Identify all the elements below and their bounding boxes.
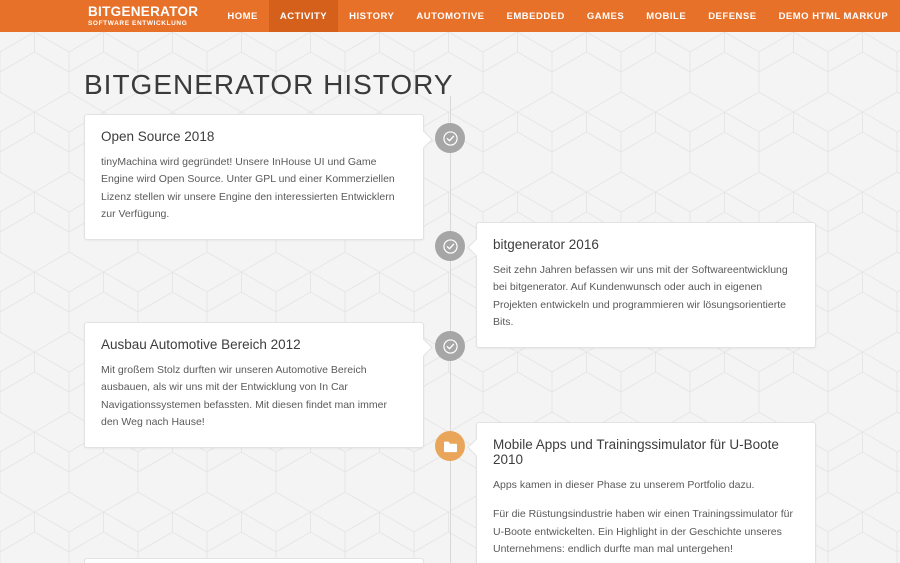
timeline-card-title: Open Source 2018	[101, 129, 215, 144]
brand-logo[interactable]	[88, 0, 216, 32]
timeline-card-title: bitgenerator 2016	[493, 237, 599, 252]
timeline-card-paragraph: Mit großem Stolz durften wir unseren Automotive Bereich ausbauen, als wir uns mit der Entwicklung von In Car Navigationssystemen befassten. Mit diesen findet man immer den Weg nach Hause!	[101, 364, 387, 428]
folder-icon	[435, 431, 465, 461]
timeline-card-title: Mobile Apps und Trainingssimulator für U-Boote 2010	[493, 437, 779, 467]
top-navbar	[0, 0, 900, 32]
nav-item-mobile[interactable]: MOBILE	[646, 10, 687, 22]
page-title: BITGENERATOR HISTORY	[84, 68, 454, 100]
nav-item-home[interactable]: HOME	[227, 10, 258, 22]
nav-items	[216, 0, 899, 32]
nav-item-games[interactable]: GAMES	[586, 10, 625, 22]
brand-subtitle: SOFTWARE ENTWICKLUNG	[88, 19, 188, 27]
timeline-card	[84, 558, 424, 563]
nav-item-automotive[interactable]: AUTOMOTIVE	[416, 10, 485, 22]
check-circle-icon	[435, 123, 465, 153]
nav-item-demo-html-markup[interactable]: DEMO HTML MARKUP	[778, 10, 889, 22]
timeline	[0, 96, 900, 563]
timeline-card	[476, 222, 816, 348]
nav-item-defense[interactable]: DEFENSE	[708, 10, 757, 22]
timeline-card	[476, 422, 816, 563]
check-circle-icon	[435, 331, 465, 361]
nav-item-activity[interactable]: ACTIVITY	[269, 0, 338, 32]
timeline-axis	[450, 96, 451, 563]
timeline-card	[84, 322, 424, 448]
timeline-card	[84, 114, 424, 240]
nav-item-embedded[interactable]: EMBEDDED	[506, 10, 565, 22]
timeline-card-paragraph: tinyMachina wird gegründet! Unsere InHouse UI und Game Engine wird Open Source. Unter GPL und einer Kommerziellen Lizenz stellen wir unsere Engine den interessierten Entwicklern zur Verfügung.	[101, 156, 395, 220]
check-circle-icon	[435, 231, 465, 261]
timeline-card-title: Ausbau Automotive Bereich 2012	[101, 337, 301, 352]
nav-item-history[interactable]: HISTORY	[349, 10, 395, 22]
timeline-card-paragraph: Für die Rüstungsindustrie haben wir einen Trainingssimulator für U-Boote entwickelten. Ein Highlight in der Geschichte unseres Unternehmens: endlich durfte man mal untergehen!	[493, 508, 793, 555]
timeline-card-paragraph: Apps kamen in dieser Phase zu unserem Portfolio dazu.	[493, 479, 755, 491]
brand-title: BITGENERATOR	[88, 4, 199, 19]
timeline-card-paragraph: Seit zehn Jahren befassen wir uns mit der Softwareentwicklung bei bitgenerator. Auf Kundenwunsch oder auch in eigenen Projekten entwickeln und programmieren wir lösungsorientierte Bits.	[493, 264, 788, 328]
